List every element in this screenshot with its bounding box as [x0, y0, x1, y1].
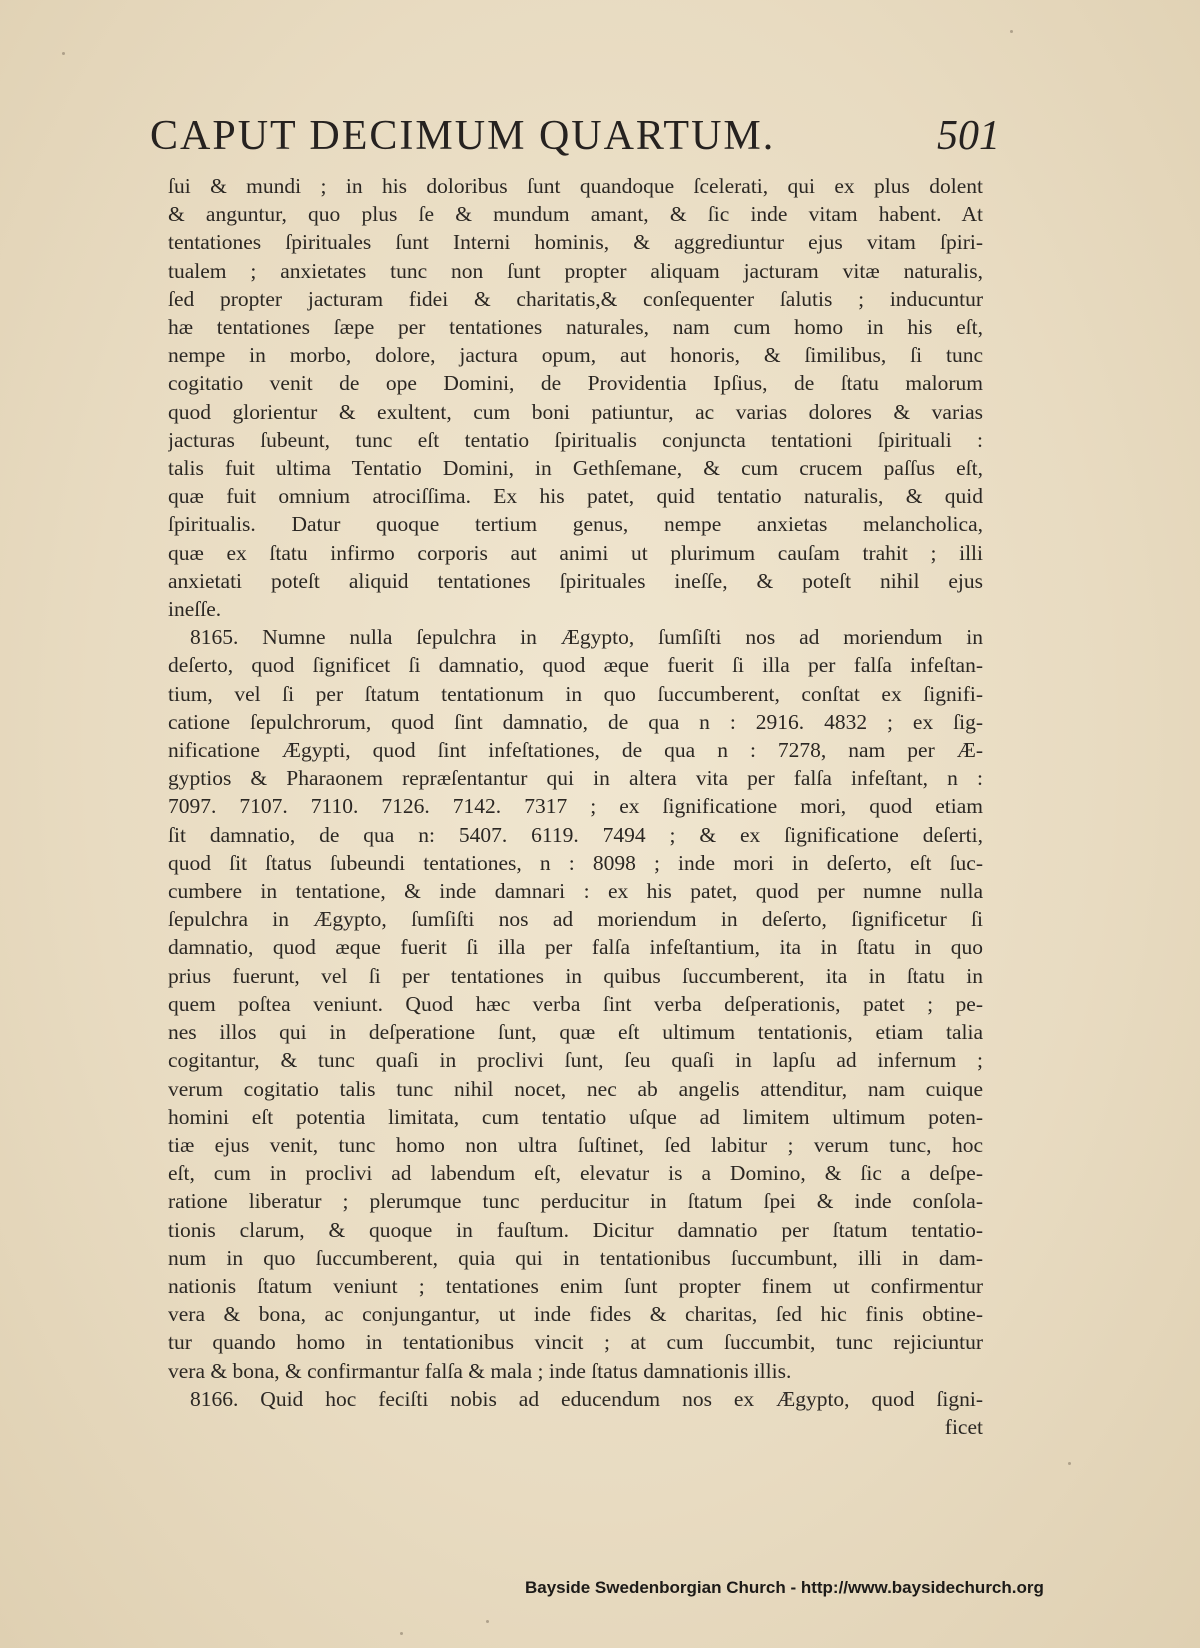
paper-speck [62, 52, 65, 55]
text-line: eſt, cum in proclivi ad labendum eſt, elevatur is a Domino, & ſic a deſpe- [168, 1161, 983, 1186]
text-line: tium, vel ſi per ſtatum tentationum in quo ſuccumberent, conſtat ex ſignifi- [168, 681, 983, 706]
text-line: quod ſit ſtatus ſubeundi tentationes, n : 8098 ; inde mori in deſerto, eſt ſuc- [168, 850, 983, 875]
text-line: tentationes ſpirituales ſunt Interni hominis, & aggrediuntur ejus vitam ſpiri- [168, 230, 983, 255]
paragraph-start-8166: 8166. Quid hoc feciſti nobis ad educendum nos ex Ægypto, quod ſigni- [190, 1386, 983, 1411]
text-line: nes illos qui in deſperatione ſunt, quæ eſt ultimum tentationis, etiam talia [168, 1020, 983, 1045]
text-line: 7097. 7107. 7110. 7126. 7142. 7317 ; ex ſignificatione mori, quod etiam [168, 794, 983, 819]
paper-speck [1010, 30, 1013, 33]
text-line: nificatione Ægypti, quod ſint infeſtationes, de qua n : 7278, nam per Æ- [168, 738, 983, 763]
text-line: nationis ſtatum veniunt ; tentationes enim ſunt propter finem ut confirmentur [168, 1273, 983, 1298]
text-line: nempe in morbo, dolore, jactura opum, aut honoris, & ſimilibus, ſi tunc [168, 343, 983, 368]
paper-speck [400, 1632, 403, 1635]
text-line: vera & bona, ac conjungantur, ut inde fides & charitas, ſed hic finis obtine- [168, 1302, 983, 1327]
page-number: 501 [937, 113, 1000, 159]
text-line: verum cogitatio talis tunc nihil nocet, nec ab angelis attenditur, nam cuique [168, 1076, 983, 1101]
text-line: cumbere in tentatione, & inde damnari : ex his patet, quod per numne nulla [168, 879, 983, 904]
catchword: ficet [944, 1414, 983, 1439]
text-line: deſerto, quod ſignificet ſi damnatio, quod æque fuerit ſi illa per falſa infeſtan- [168, 653, 983, 678]
paper-speck [486, 1620, 489, 1623]
text-line: ſpiritualis. Datur quoque tertium genus, nempe anxietas melancholica, [168, 512, 983, 537]
running-head [150, 112, 1000, 160]
chapter-title: CAPUT DECIMUM QUARTUM. [150, 113, 776, 159]
text-line: & anguntur, quo plus ſe & mundum amant, & ſic inde vitam habent. At [168, 202, 983, 227]
text-line: ſit damnatio, de qua n: 5407. 6119. 7494 ; & ex ſignificatione deſerti, [168, 822, 983, 847]
text-line: jacturas ſubeunt, tunc eſt tentatio ſpiritualis conjuncta tentationi ſpirituali : [168, 427, 983, 452]
text-line: ſed propter jacturam fidei & charitatis,& conſequenter ſalutis ; inducuntur [168, 286, 983, 311]
source-credit: Bayside Swedenborgian Church - http://www.baysidechurch.org [525, 1578, 1044, 1597]
text-line: vera & bona, & confirmantur falſa & mala ; inde ſtatus damnationis illis. [168, 1358, 792, 1383]
text-line: prius fuerunt, vel ſi per tentationes in quibus ſuccumberent, ita in ſtatu in [168, 963, 983, 988]
text-line: tualem ; anxietates tunc non ſunt propter aliquam jacturam vitæ naturalis, [168, 258, 983, 283]
text-line: tionis clarum, & quoque in fauſtum. Dicitur damnatio per ſtatum tentatio- [168, 1217, 983, 1242]
text-line: hæ tentationes ſæpe per tentationes naturales, nam cum homo in his eſt, [168, 315, 983, 340]
text-line: ratione liberatur ; plerumque tunc perducitur in ſtatum ſpei & inde conſola- [168, 1189, 983, 1214]
text-line: damnatio, quod æque fuerit ſi illa per falſa infeſtantium, ita in ſtatu in quo [168, 935, 983, 960]
body-text [168, 172, 983, 1441]
text-line: tiæ ejus venit, tunc homo non ultra ſuſtinet, ſed labitur ; verum tunc, hoc [168, 1132, 983, 1157]
text-line: cogitatio venit de ope Domini, de Providentia Ipſius, de ſtatu malorum [168, 371, 983, 396]
text-line: ſui & mundi ; in his doloribus ſunt quandoque ſcelerati, qui ex plus dolent [168, 174, 983, 198]
text-line: talis fuit ultima Tentatio Domini, in Gethſemane, & cum crucem paſſus eſt, [168, 456, 983, 481]
text-line: ſepulchra in Ægypto, ſumſiſti nos ad moriendum in deſerto, ſignificetur ſi [168, 907, 983, 932]
text-line: num in quo ſuccumberent, quia qui in tentationibus ſuccumbunt, illi in dam- [168, 1245, 983, 1270]
text-line: quæ ex ſtatu infirmo corporis aut animi ut plurimum cauſam trahit ; illi [168, 540, 983, 565]
text-line: quod glorientur & exultent, cum boni patiuntur, ac varias dolores & varias [168, 399, 983, 424]
text-line: homini eſt potentia limitata, cum tentatio uſque ad limitem ultimum poten- [168, 1104, 983, 1129]
text-line: anxietati poteſt aliquid tentationes ſpirituales ineſſe, & poteſt nihil ejus [168, 568, 983, 593]
paragraph-start-8165: 8165. Numne nulla ſepulchra in Ægypto, ſumſiſti nos ad moriendum in [190, 625, 983, 650]
text-line: quem poſtea veniunt. Quod hæc verba ſint verba deſperationis, patet ; pe- [168, 991, 983, 1016]
text-line: ineſſe. [168, 597, 222, 622]
text-line: gyptios & Pharaonem repræſentantur qui in altera vita per falſa infeſtant, n : [168, 766, 983, 791]
text-line: quæ fuit omnium atrociſſima. Ex his patet, quid tentatio naturalis, & quid [168, 484, 983, 509]
paper-speck [1068, 1462, 1071, 1465]
text-line: cogitantur, & tunc quaſi in proclivi ſunt, ſeu quaſi in lapſu ad infernum ; [168, 1048, 983, 1073]
text-line: tur quando homo in tentationibus vincit ; at cum ſuccumbit, tunc rejiciuntur [168, 1330, 983, 1355]
text-line: catione ſepulchrorum, quod ſint damnatio, de qua n : 2916. 4832 ; ex ſig- [168, 709, 983, 734]
